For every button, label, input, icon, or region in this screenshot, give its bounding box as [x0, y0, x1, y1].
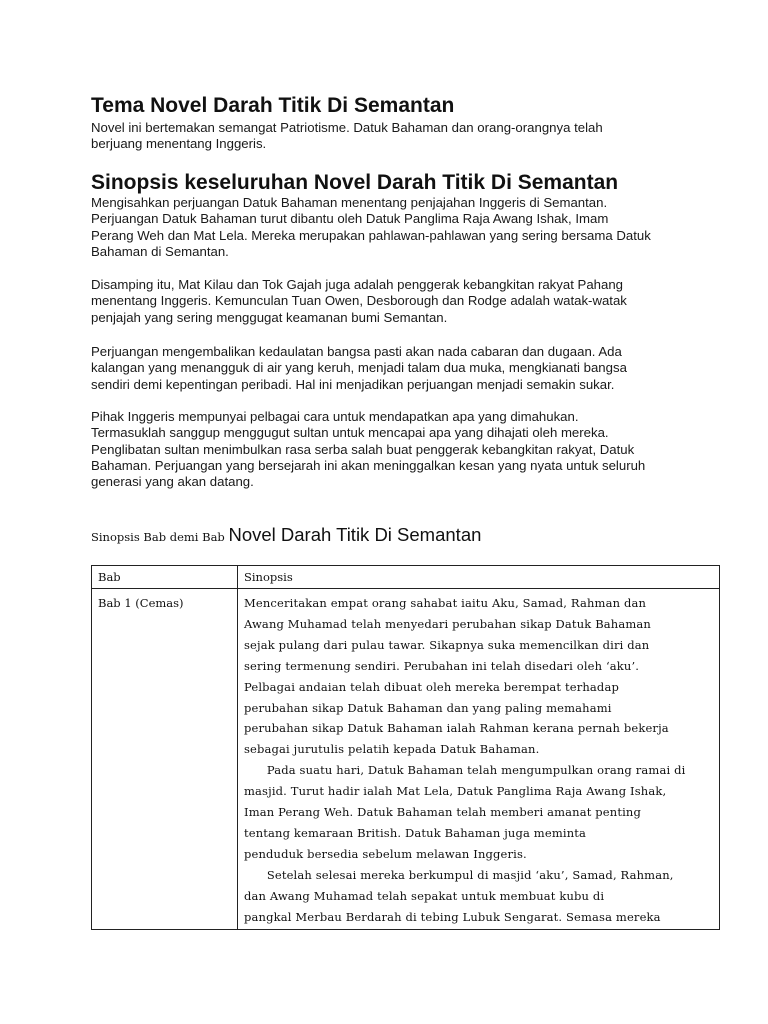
column-header-bab: Bab	[92, 566, 238, 589]
sinopsis-paragraph-1	[91, 195, 651, 260]
sinopsis-line: sejak pulang dari pulau tawar. Sikapnya suka memencilkan diri dan	[244, 637, 650, 652]
paragraph-line: Pihak Inggeris mempunyai pelbagai cara untuk mendapatkan apa yang dimahukan.	[91, 409, 579, 424]
tema-title: Tema Novel Darah Titik Di Semantan	[91, 94, 455, 117]
paragraph-line: Bahaman di Semantan.	[91, 243, 229, 259]
sinopsis-line: Pelbagai andaian telah dibuat oleh mereka berempat terhadap	[244, 679, 619, 694]
paragraph-line: Mengisahkan perjuangan Datuk Bahaman menentang penjajahan Inggeris di Semantan.	[91, 195, 608, 210]
sinopsis-line: sebagai jurutulis pelatih kepada Datuk Bahaman.	[244, 742, 540, 757]
sinopsis-title: Sinopsis keseluruhan Novel Darah Titik Di Semantan	[91, 171, 619, 194]
sinopsis-line: Pada suatu hari, Datuk Bahaman telah mengumpulkan orang ramai di	[244, 763, 686, 778]
sinopsis-line: perubahan sikap Datuk Bahaman ialah Rahman kerana pernah bekerja	[244, 721, 669, 736]
paragraph-line: kalangan yang menangguk di air yang keruh, menjadi talam dua muka, mengkianati bangsa	[91, 360, 627, 376]
sinopsis-line: Iman Perang Weh. Datuk Bahaman telah memberi amanat penting	[244, 805, 641, 820]
sinopsis-line: Awang Muhamad telah menyedari perubahan sikap Datuk Bahaman	[244, 616, 651, 631]
sinopsis-paragraph-2	[91, 277, 627, 326]
sinopsis-line: pangkal Merbau Berdarah di tebing Lubuk Sengarat. Semasa mereka	[244, 909, 661, 924]
table-header-row	[92, 566, 720, 589]
bab-section-heading	[91, 524, 481, 546]
bab-heading-small: Sinopsis Bab demi Bab	[91, 530, 229, 544]
paragraph-line: Disamping itu, Mat Kilau dan Tok Gajah juga adalah penggerak kebangkitan rakyat Pahang	[91, 277, 623, 292]
sinopsis-line: tentang kemaraan British. Datuk Bahaman juga meminta	[244, 825, 587, 840]
paragraph-line: Termasuklah sanggup menggugut sultan untuk mencapai apa yang dihajati oleh mereka.	[91, 425, 609, 441]
paragraph-line: generasi yang akan datang.	[91, 474, 254, 490]
sinopsis-line: sering termenung sendiri. Perubahan ini telah disedari oleh ‘aku’.	[244, 658, 640, 673]
table-row	[92, 589, 720, 930]
sinopsis-line: Setelah selesai mereka berkumpul di masjid ‘aku’, Samad, Rahman,	[244, 867, 674, 882]
tema-line: berjuang menentang Inggeris.	[91, 136, 267, 152]
sinopsis-line: masjid. Turut hadir ialah Mat Lela, Datuk Panglima Raja Awang Ishak,	[244, 784, 667, 799]
sinopsis-line: perubahan sikap Datuk Bahaman dan yang paling memahami	[244, 700, 612, 715]
paragraph-line: penjajah yang sering menggugat keamanan bumi Semantan.	[91, 309, 448, 325]
paragraph-line: sendiri demi kepentingan peribadi. Hal ini menjadikan perjuangan menjadi semakin sukar.	[91, 376, 615, 392]
tema-paragraph	[91, 120, 603, 153]
paragraph-line: Penglibatan sultan menimbulkan rasa serba salah buat penggerak kebangkitan rakyat, Datuk	[91, 441, 635, 457]
paragraph-line: Perjuangan mengembalikan kedaulatan bangsa pasti akan nada cabaran dan dugaan. Ada	[91, 344, 622, 359]
column-header-sinopsis: Sinopsis	[238, 566, 720, 589]
bab-cell: Bab 1 (Cemas)	[92, 589, 238, 930]
sinopsis-line: penduduk bersedia sebelum melawan Inggeris.	[244, 846, 527, 861]
bab-heading-large: Novel Darah Titik Di Semantan	[228, 524, 482, 545]
paragraph-line: menentang Inggeris. Kemunculan Tuan Owen, Desborough dan Rodge adalah watak-watak	[91, 293, 627, 309]
paragraph-line: Bahaman. Perjuangan yang bersejarah ini akan meninggalkan kesan yang nyata untuk seluruh	[91, 457, 646, 473]
paragraph-line: Perjuangan Datuk Bahaman turut dibantu oleh Datuk Panglima Raja Awang Ishak, Imam	[91, 211, 609, 227]
sinopsis-line: dan Awang Muhamad telah sepakat untuk membuat kubu di	[244, 888, 605, 903]
bab-table	[91, 565, 720, 930]
tema-line: Novel ini bertemakan semangat Patriotisme. Datuk Bahaman dan orang-orangnya telah	[91, 120, 603, 135]
sinopsis-cell	[238, 589, 720, 930]
sinopsis-paragraph-3	[91, 344, 627, 393]
paragraph-line: Perang Weh dan Mat Lela. Mereka merupakan pahlawan-pahlawan yang sering bersama Datuk	[91, 227, 651, 243]
sinopsis-line: Menceritakan empat orang sahabat iaitu Aku, Samad, Rahman dan	[244, 596, 647, 610]
sinopsis-paragraph-4	[91, 409, 645, 490]
